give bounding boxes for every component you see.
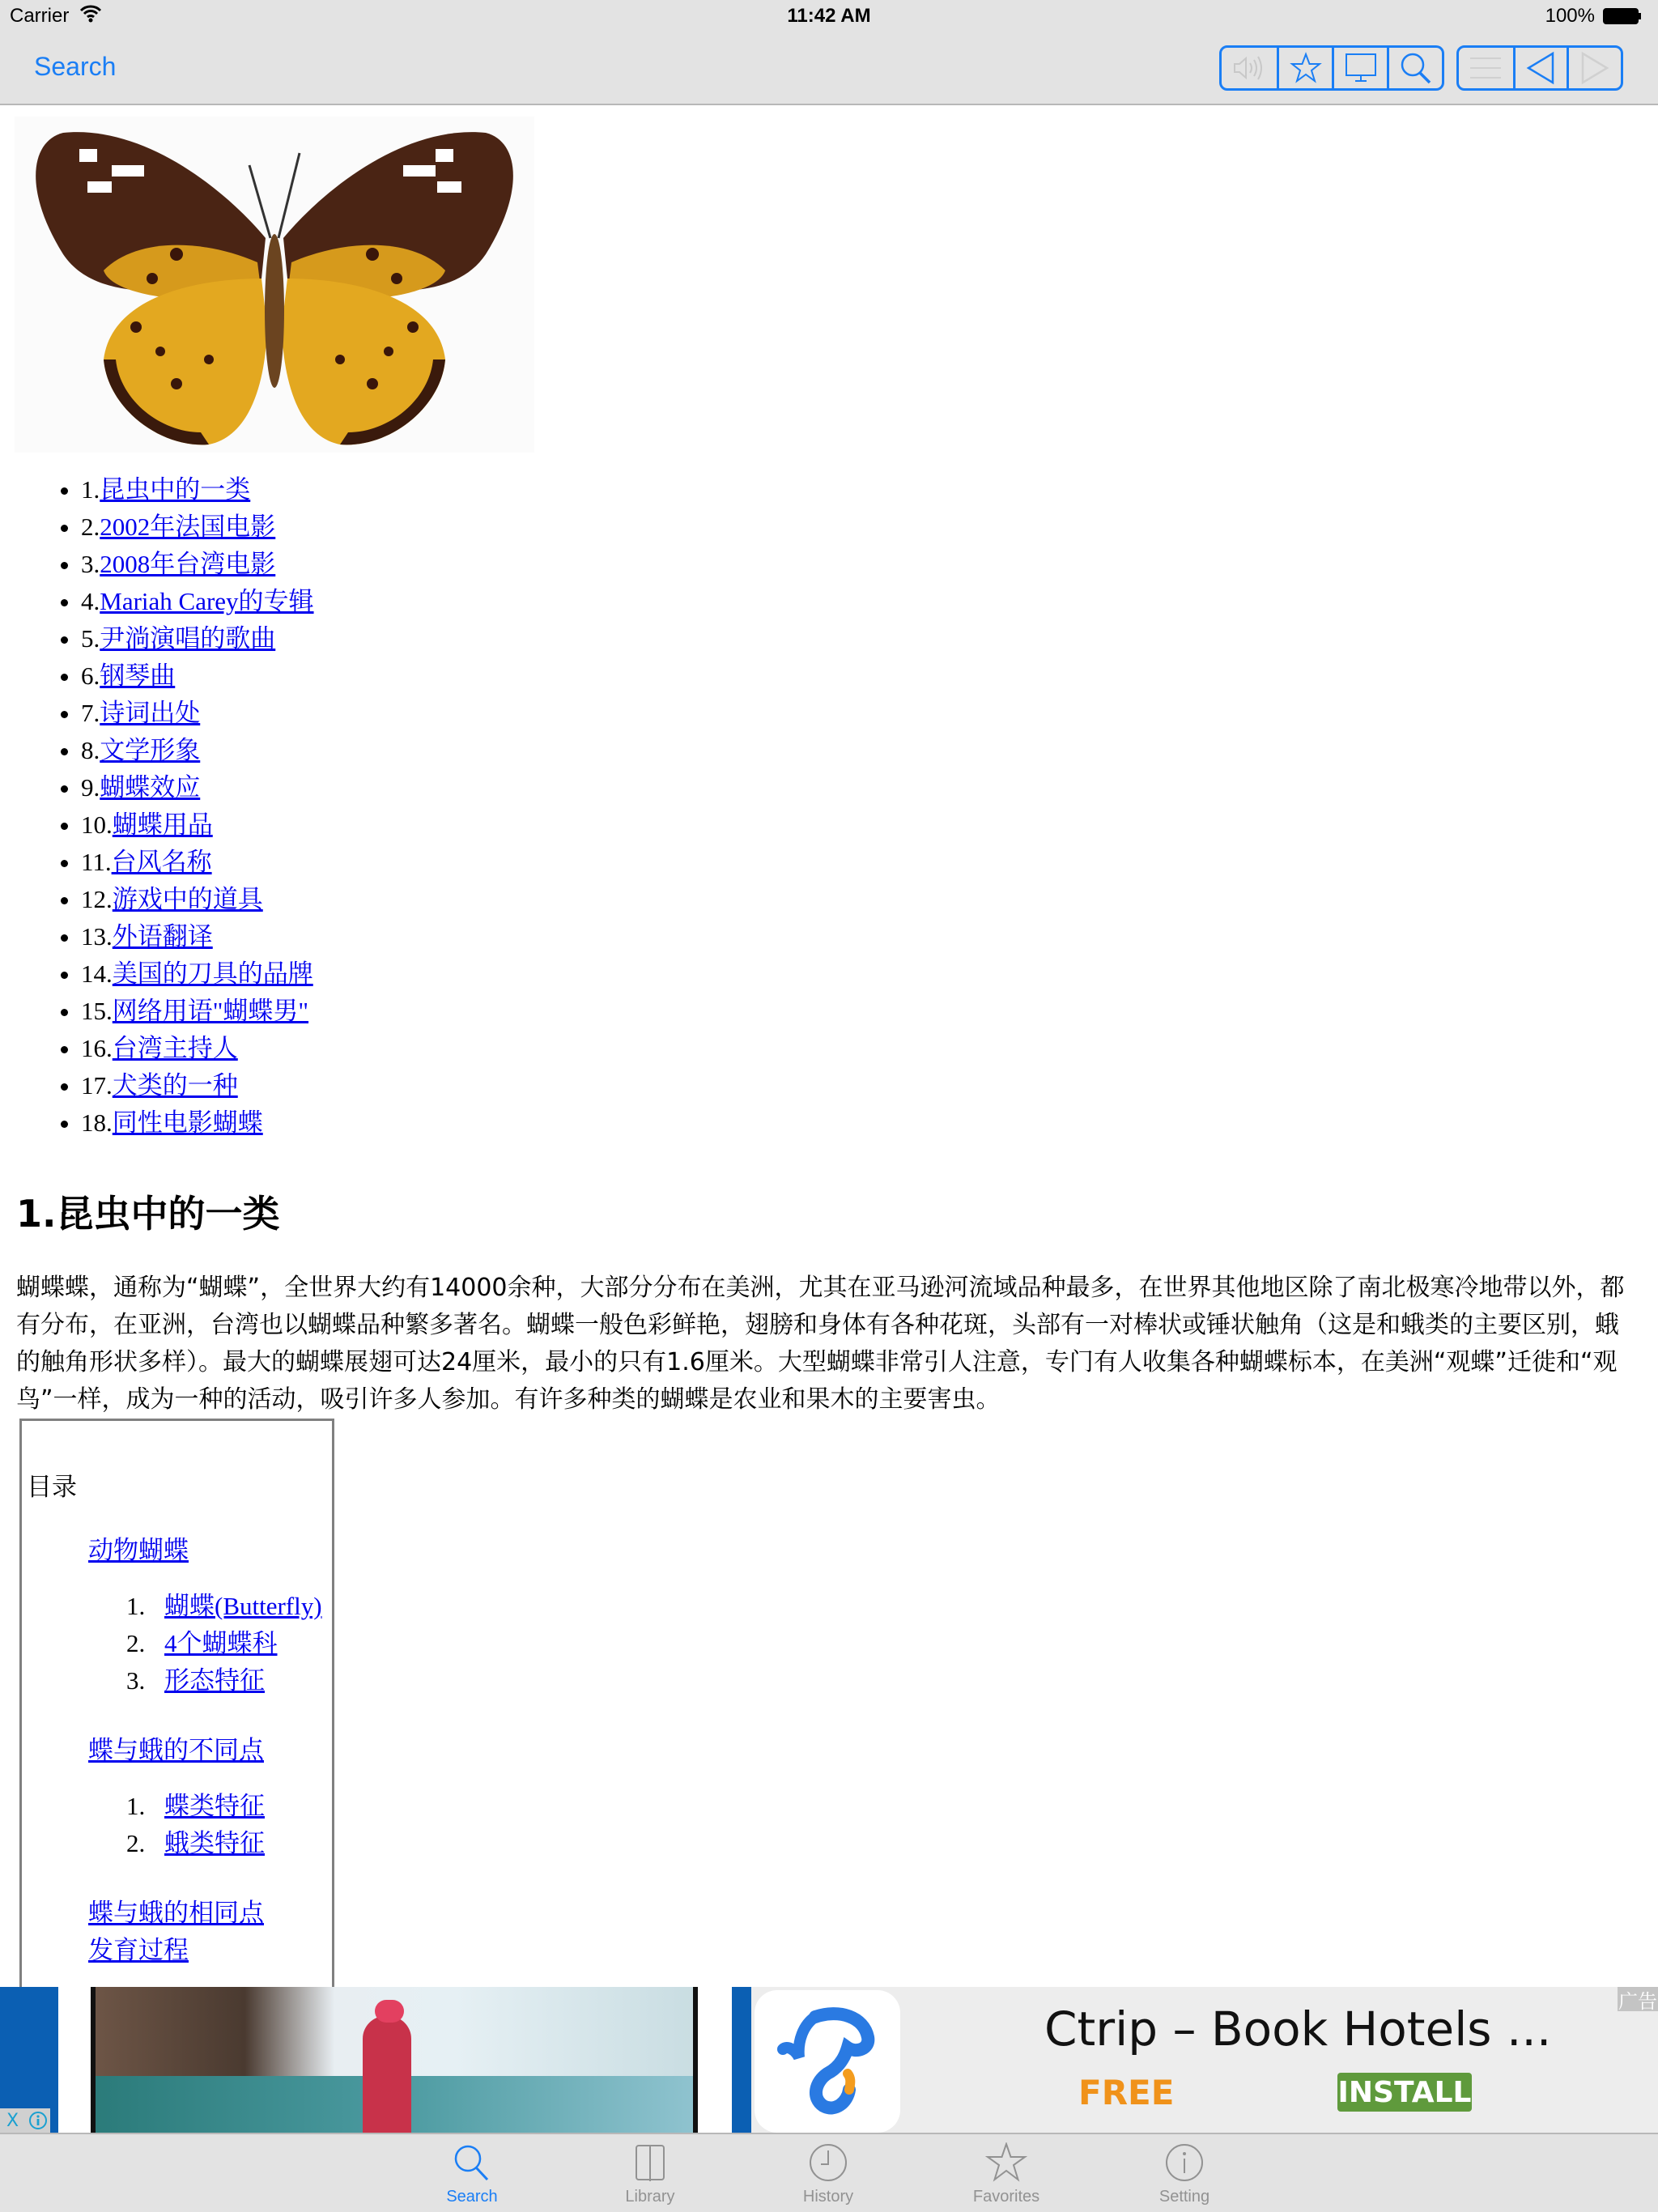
section-link[interactable]: 台风名称 <box>111 848 212 876</box>
contents-button[interactable] <box>1459 48 1513 88</box>
previous-button[interactable] <box>1513 48 1567 88</box>
book-icon <box>630 2142 670 2183</box>
ad-controls <box>0 2108 50 2133</box>
dolphin-logo-icon <box>767 2001 888 2122</box>
tab-bar <box>0 2133 1658 2212</box>
star-icon <box>985 2142 1027 2183</box>
next-button[interactable] <box>1567 48 1621 88</box>
speak-button[interactable] <box>1222 48 1277 88</box>
search-icon <box>452 2142 492 2183</box>
section-link[interactable]: 尹淌演唱的歌曲 <box>100 624 276 653</box>
favorite-button[interactable] <box>1277 48 1332 88</box>
star-icon <box>1290 52 1322 84</box>
section-link[interactable]: 美国的刀具的品牌 <box>112 959 313 988</box>
ad-price: FREE <box>1078 2073 1175 2112</box>
back-to-search-button[interactable]: Search <box>34 52 117 81</box>
section-item: • 14.美国的刀具的品牌 <box>81 955 314 993</box>
present-button[interactable] <box>1332 48 1387 88</box>
toc-sublist <box>119 1588 322 1699</box>
section-item: • 9.蝴蝶效应 <box>81 769 314 806</box>
toc-item-link[interactable]: 形态特征 <box>164 1666 265 1695</box>
monitor-icon <box>1344 52 1378 84</box>
speaker-icon <box>1231 53 1267 83</box>
tab-favorites[interactable] <box>942 2141 1071 2212</box>
carrier-label: Carrier <box>10 5 70 27</box>
toc-item-link[interactable]: 蝴蝶(Butterfly) <box>164 1592 322 1620</box>
triangle-right-icon <box>1580 51 1609 85</box>
section-item: • 2.2002年法国电影 <box>81 508 314 546</box>
section-link[interactable]: 蝴蝶用品 <box>112 810 213 839</box>
status-bar <box>0 0 1658 32</box>
section-link[interactable]: 外语翻译 <box>112 922 213 951</box>
section-item: • 11.台风名称 <box>81 844 314 881</box>
list-icon <box>1469 54 1503 82</box>
section-link[interactable]: 蝴蝶效应 <box>100 773 201 802</box>
tab-label: Setting <box>1158 2188 1210 2206</box>
toc-item-link[interactable]: 蝶类特征 <box>164 1792 265 1820</box>
tab-search[interactable] <box>407 2141 537 2212</box>
toolbar-group-actions <box>1219 45 1444 91</box>
ad-banner[interactable] <box>0 1987 1658 2133</box>
tab-setting[interactable] <box>1120 2141 1249 2212</box>
toc-sublist <box>119 1788 265 1862</box>
toc-group-link[interactable]: 蝶与蛾的相同点 <box>88 1899 264 1928</box>
find-in-page-button[interactable] <box>1387 48 1442 88</box>
toc-item <box>151 1662 322 1699</box>
toolbar-group-navigation <box>1456 45 1623 91</box>
ad-install-button[interactable]: INSTALL <box>1337 2073 1472 2112</box>
article-webview[interactable] <box>0 105 1658 1989</box>
ad-photo-kayaking <box>91 1987 698 2133</box>
section-item: • 16.台湾主持人 <box>81 1030 314 1067</box>
section-item: • 6.钢琴曲 <box>81 657 314 695</box>
tab-library[interactable] <box>585 2141 715 2212</box>
section-link[interactable]: 文学形象 <box>100 736 201 764</box>
ad-close-button[interactable]: X <box>6 2110 19 2131</box>
info-icon <box>28 2111 48 2130</box>
section-item: • 4.Mariah Carey的专辑 <box>81 583 314 620</box>
section-item: • 7.诗词出处 <box>81 695 314 732</box>
ad-app-icon <box>755 1990 900 2133</box>
section-item: • 17.犬类的一种 <box>81 1067 314 1104</box>
ad-info-button[interactable] <box>25 2108 50 2133</box>
section-item: • 1.昆虫中的一类 <box>81 471 314 508</box>
toc-group-link[interactable]: 动物蝴蝶 <box>88 1536 189 1565</box>
table-of-contents <box>19 1419 334 1989</box>
section-item: • 18.同性电影蝴蝶 <box>81 1104 314 1142</box>
section-link[interactable]: 诗词出处 <box>100 699 201 727</box>
section-item: • 15.网络用语"蝴蝶男" <box>81 993 314 1030</box>
section-item: • 5.尹淌演唱的歌曲 <box>81 620 314 657</box>
butterfly-image <box>15 117 534 453</box>
toc-item <box>151 1788 265 1825</box>
search-icon <box>1399 51 1433 85</box>
section-link[interactable]: 犬类的一种 <box>112 1071 238 1100</box>
section-link[interactable]: 2008年台湾电影 <box>100 550 276 578</box>
section-item: • 10.蝴蝶用品 <box>81 806 314 844</box>
section-heading: 1.昆虫中的一类 <box>16 1192 280 1236</box>
section-item: • 12.游戏中的道具 <box>81 881 314 918</box>
tab-label: Favorites <box>972 2188 1040 2206</box>
tab-label: History <box>802 2188 854 2206</box>
section-link[interactable]: 2002年法国电影 <box>100 513 276 541</box>
section-item: • 3.2008年台湾电影 <box>81 546 314 583</box>
ad-label: 广告 <box>1618 1987 1658 2011</box>
section-item: • 8.文学形象 <box>81 732 314 769</box>
toc-title: 目录 <box>27 1473 77 1502</box>
tab-label: Library <box>625 2188 675 2206</box>
toc-item-link[interactable]: 蛾类特征 <box>164 1829 265 1857</box>
section-link[interactable]: 游戏中的道具 <box>112 885 263 913</box>
tab-history[interactable] <box>763 2141 893 2212</box>
toc-group-link[interactable]: 蝶与蛾的不同点 <box>88 1736 264 1765</box>
info-icon <box>1164 2142 1205 2183</box>
toc-item <box>151 1588 322 1625</box>
sections-list <box>0 471 314 1142</box>
section-link[interactable]: 同性电影蝴蝶 <box>112 1108 263 1137</box>
toc-item <box>151 1825 265 1862</box>
section-link[interactable]: 昆虫中的一类 <box>100 475 251 504</box>
section-link[interactable]: 台湾主持人 <box>112 1034 238 1062</box>
nav-bar <box>0 32 1658 105</box>
battery-percent: 100% <box>1545 5 1595 27</box>
clock-icon <box>808 2142 848 2183</box>
section-link[interactable]: Mariah Carey的专辑 <box>100 587 314 615</box>
section-link[interactable]: 钢琴曲 <box>100 661 176 690</box>
clock: 11:42 AM <box>787 5 871 27</box>
toc-item <box>151 1625 322 1662</box>
battery-icon <box>1603 8 1642 24</box>
toc-item-link[interactable]: 4个蝴蝶科 <box>164 1629 278 1657</box>
tab-label: Search <box>446 2188 498 2206</box>
ad-title: Ctrip – Book Hotels ... <box>1044 2001 1552 2057</box>
article-paragraph: 蝴蝶蝶，通称为“蝴蝶”，全世界大约有14000余种，大部分分布在美洲，尤其在亚马逊河流域品种最多，在世界其他地区除了南北极寒冷地带以外，都有分布，在亚洲，台湾也以蝴蝶品种繁多著名。蝴蝶一般色彩鲜艳，翅膀和身体有各种花斑，头部有一对棒状或锤状触角（这是和蛾类的主要区别，蛾的触角形状多样）。最大的蝴蝶展翅可达24厘米，最小的只有1.6厘米。大型蝴蝶非常引人注意，专门有人收集各种蝴蝶标本，在美洲“观蝶”迁徙和“观鸟”一样，成为一种的活动，吸引许多人参加。有许多种类的蝴蝶是农业和果木的主要害虫。 <box>16 1274 1625 1414</box>
section-item: • 13.外语翻译 <box>81 918 314 955</box>
toc-group-link[interactable]: 发育过程 <box>88 1936 189 1965</box>
section-link[interactable]: 网络用语"蝴蝶男" <box>112 997 309 1025</box>
triangle-left-icon <box>1526 51 1555 85</box>
